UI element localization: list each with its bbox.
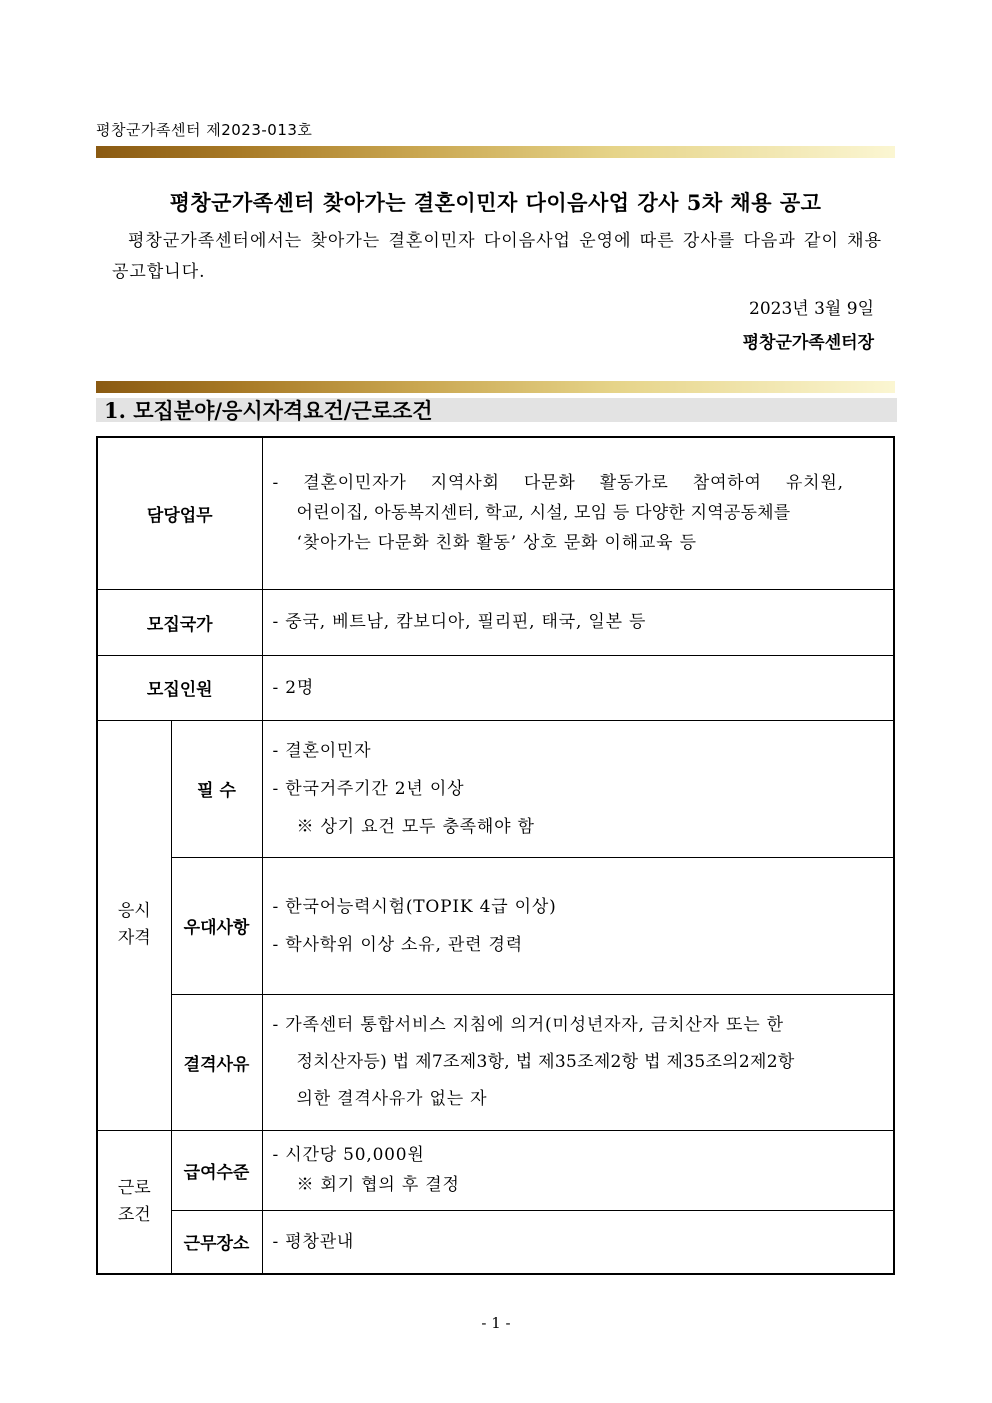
work-group-label	[97, 1130, 171, 1274]
count-value: - 2명	[272, 677, 315, 698]
disqualification-line: - 가족센터 통합서비스 지침에 의거(미성년자자, 금치산자 또는 한	[272, 1014, 784, 1035]
duty-label: 담당업무	[97, 437, 262, 589]
table-row	[97, 589, 894, 655]
section-header	[96, 398, 897, 422]
preferred-label: 우대사항	[171, 857, 262, 994]
gold-divider-section	[96, 381, 895, 393]
duty-line: ‘찾아가는 다문화 친화 활동’ 상호 문화 이해교육 등	[296, 533, 697, 554]
count-label: 모집인원	[97, 655, 262, 720]
announcement-date: 2023년 3월 9일	[749, 299, 874, 319]
table-row	[97, 857, 894, 994]
disqualification-line: 정치산자등) 법 제7조제3항, 법 제35조제2항 법 제35조의2제2항	[296, 1051, 795, 1072]
organization-signature: 평창군가족센터장	[742, 333, 874, 353]
place-label: 근무장소	[171, 1210, 262, 1274]
duty-line: - 결혼이민자가 지역사회 다문화 활동가로 참여하여 유치원,	[272, 473, 844, 494]
required-line: - 한국거주기간 2년 이상	[272, 778, 465, 799]
section-title: 1. 모집분야/응시자격요건/근로조건	[104, 398, 433, 423]
qualification-group-label	[97, 720, 171, 1130]
document-number: 평창군가족센터 제2023-013호	[96, 121, 313, 139]
count-content	[262, 655, 894, 720]
pay-content	[262, 1130, 894, 1210]
disqualification-label: 결격사유	[171, 994, 262, 1130]
required-content	[262, 720, 894, 857]
duty-line: 어린이집, 아동복지센터, 학교, 시설, 모임 등 다양한 지역공동체를	[296, 503, 791, 524]
intro-paragraph: 평창군가족센터에서는 찾아가는 결혼이민자 다이음사업 운영에 따른 강사를 다음과 같이 채용 공고합니다.	[112, 231, 882, 282]
preferred-line: - 한국어능력시험(TOPIK 4급 이상)	[272, 896, 557, 917]
preferred-line: - 학사학위 이상 소유, 관련 경력	[272, 934, 523, 955]
work-group-line: 근로	[117, 1177, 151, 1198]
qualification-group-line: 응시	[117, 901, 151, 921]
required-line: ※ 상기 요건 모두 충족해야 함	[296, 816, 535, 837]
pay-line: - 시간당 50,000원	[272, 1145, 425, 1165]
country-content	[262, 589, 894, 655]
qualification-group-line: 자격	[117, 928, 151, 948]
preferred-content	[262, 857, 894, 994]
page-number: - 1 -	[481, 1314, 511, 1332]
table-row	[97, 1130, 894, 1210]
disqualification-line: 의한 결격사유가 없는 자	[296, 1088, 488, 1109]
country-label: 모집국가	[97, 589, 262, 655]
table-row	[97, 437, 894, 589]
disqualification-content	[262, 994, 894, 1130]
pay-label: 급여수준	[171, 1130, 262, 1210]
place-value: - 평창관내	[272, 1231, 355, 1252]
table-row	[97, 994, 894, 1130]
page-title: 평창군가족센터 찾아가는 결혼이민자 다이음사업 강사 5차 채용 공고	[169, 190, 822, 215]
gold-divider-top	[96, 146, 895, 158]
table-row	[97, 720, 894, 857]
work-group-line: 조건	[117, 1204, 151, 1225]
required-label: 필 수	[171, 720, 262, 857]
pay-line: ※ 회기 협의 후 결정	[296, 1175, 460, 1195]
duty-content	[262, 437, 894, 589]
recruitment-table	[96, 436, 895, 1275]
table-row	[97, 655, 894, 720]
table-row	[97, 1210, 894, 1274]
country-value: - 중국, 베트남, 캄보디아, 필리핀, 태국, 일본 등	[272, 612, 647, 632]
required-line: - 결혼이민자	[272, 740, 372, 761]
place-content	[262, 1210, 894, 1274]
